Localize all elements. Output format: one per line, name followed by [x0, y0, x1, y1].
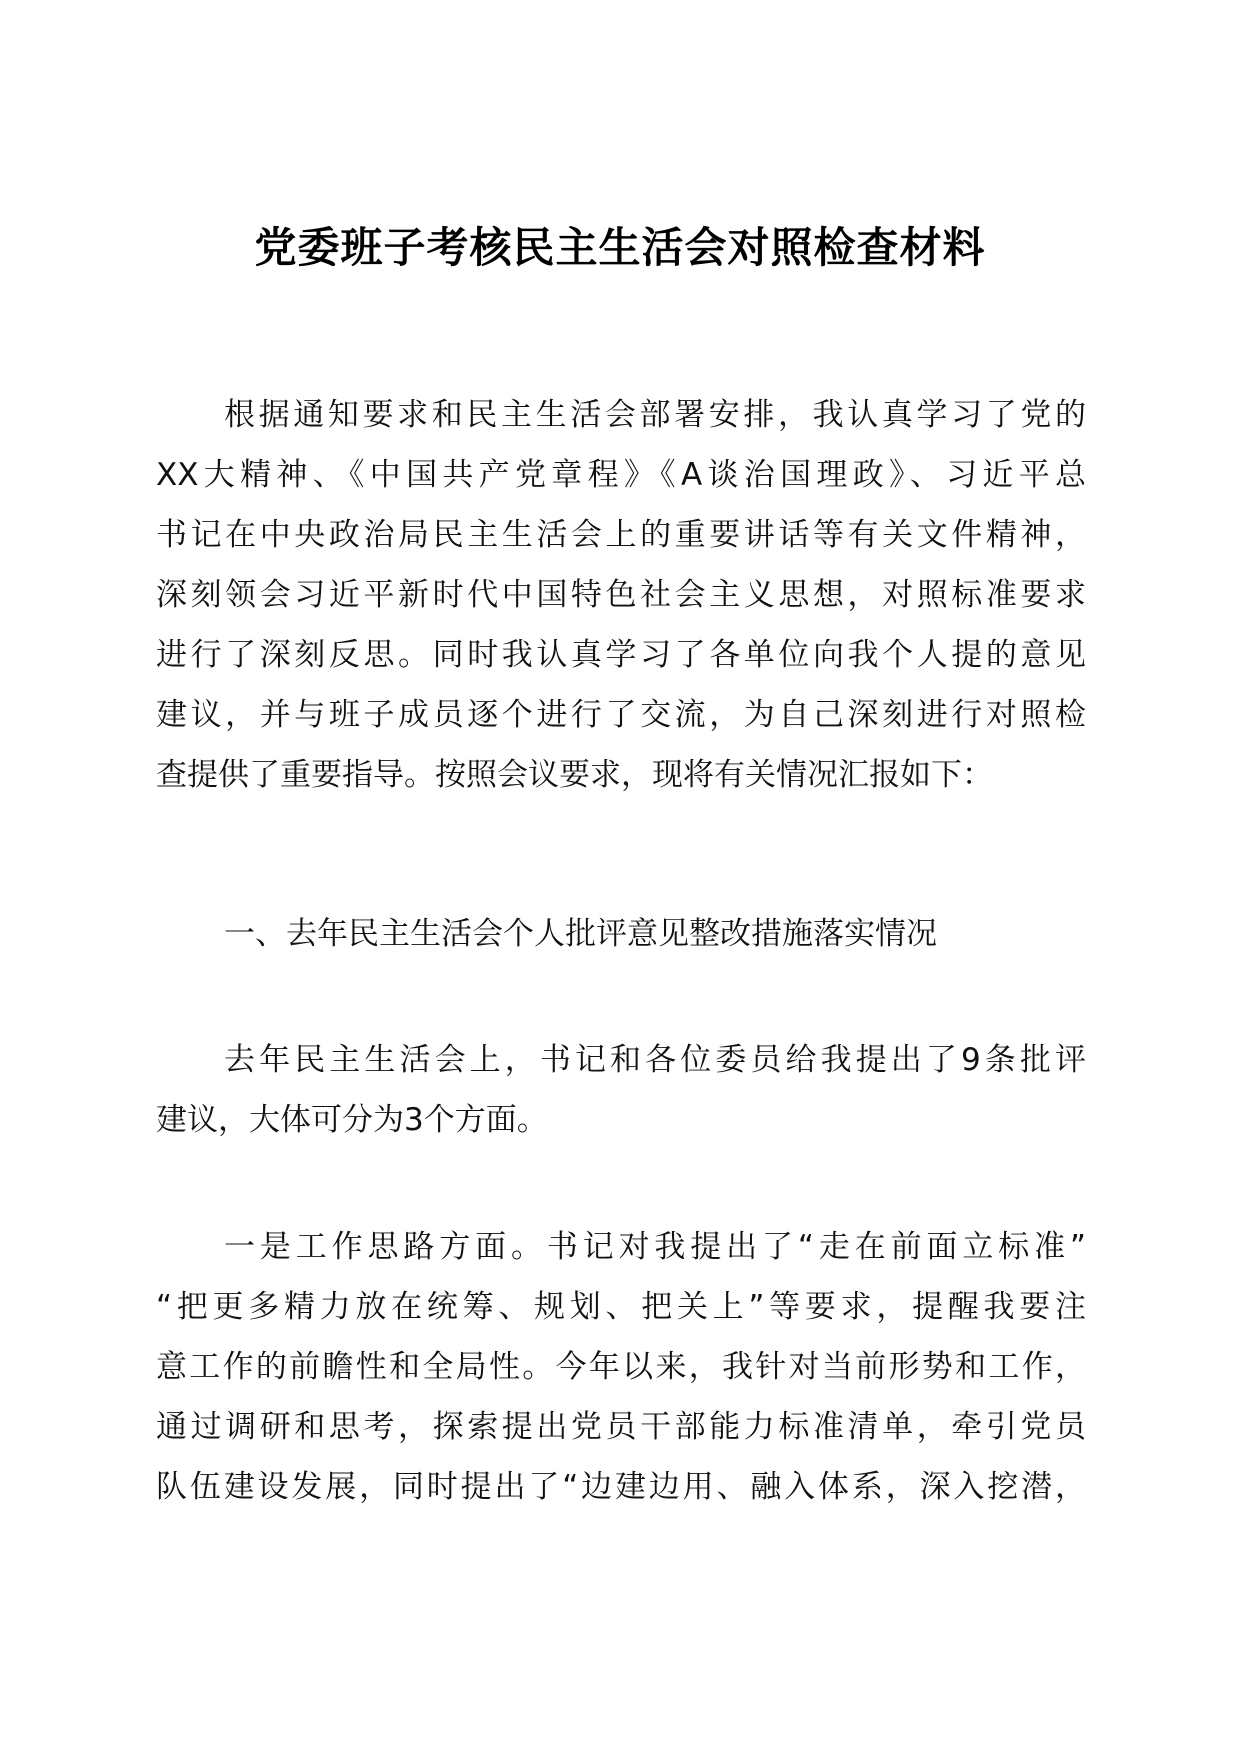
- paragraph-1-line-5: 进行了深刻反思。同时我认真学习了各单位向我个人提的意见: [156, 637, 1086, 673]
- paragraph-1-line-2: XX大精神、《中国共产党章程》《A谈治国理政》、习近平总: [156, 457, 1086, 493]
- section-heading-1: 一、去年民主生活会个人批评意见整改措施落实情况: [224, 916, 937, 952]
- paragraph-1-line-4: 深刻领会习近平新时代中国特色社会主义思想，对照标准要求: [156, 577, 1086, 613]
- paragraph-2-line-1: 去年民主生活会上，书记和各位委员给我提出了9条批评: [224, 1042, 1086, 1078]
- paragraph-3-line-1: 一是工作思路方面。书记对我提出了“走在前面立标准”: [224, 1229, 1086, 1265]
- paragraph-3-line-4: 通过调研和思考，探索提出党员干部能力标准清单，牵引党员: [156, 1409, 1086, 1445]
- paragraph-1-line-6: 建议，并与班子成员逐个进行了交流，为自己深刻进行对照检: [156, 697, 1086, 733]
- paragraph-3-line-2: “把更多精力放在统筹、规划、把关上”等要求，提醒我要注: [156, 1289, 1086, 1325]
- paragraph-1-line-3: 书记在中央政治局民主生活会上的重要讲话等有关文件精神，: [156, 517, 1086, 553]
- document-title: 党委班子考核民主生活会对照检查材料: [254, 223, 986, 272]
- paragraph-2-line-2: 建议，大体可分为3个方面。: [156, 1102, 548, 1138]
- paragraph-1-line-1: 根据通知要求和民主生活会部署安排，我认真学习了党的: [224, 397, 1086, 433]
- paragraph-1-line-7: 查提供了重要指导。按照会议要求，现将有关情况汇报如下：: [156, 757, 993, 793]
- paragraph-3-line-5: 队伍建设发展，同时提出了“边建边用、融入体系，深入挖潜，: [156, 1469, 1086, 1505]
- paragraph-3-line-3: 意工作的前瞻性和全局性。今年以来，我针对当前形势和工作，: [156, 1349, 1086, 1385]
